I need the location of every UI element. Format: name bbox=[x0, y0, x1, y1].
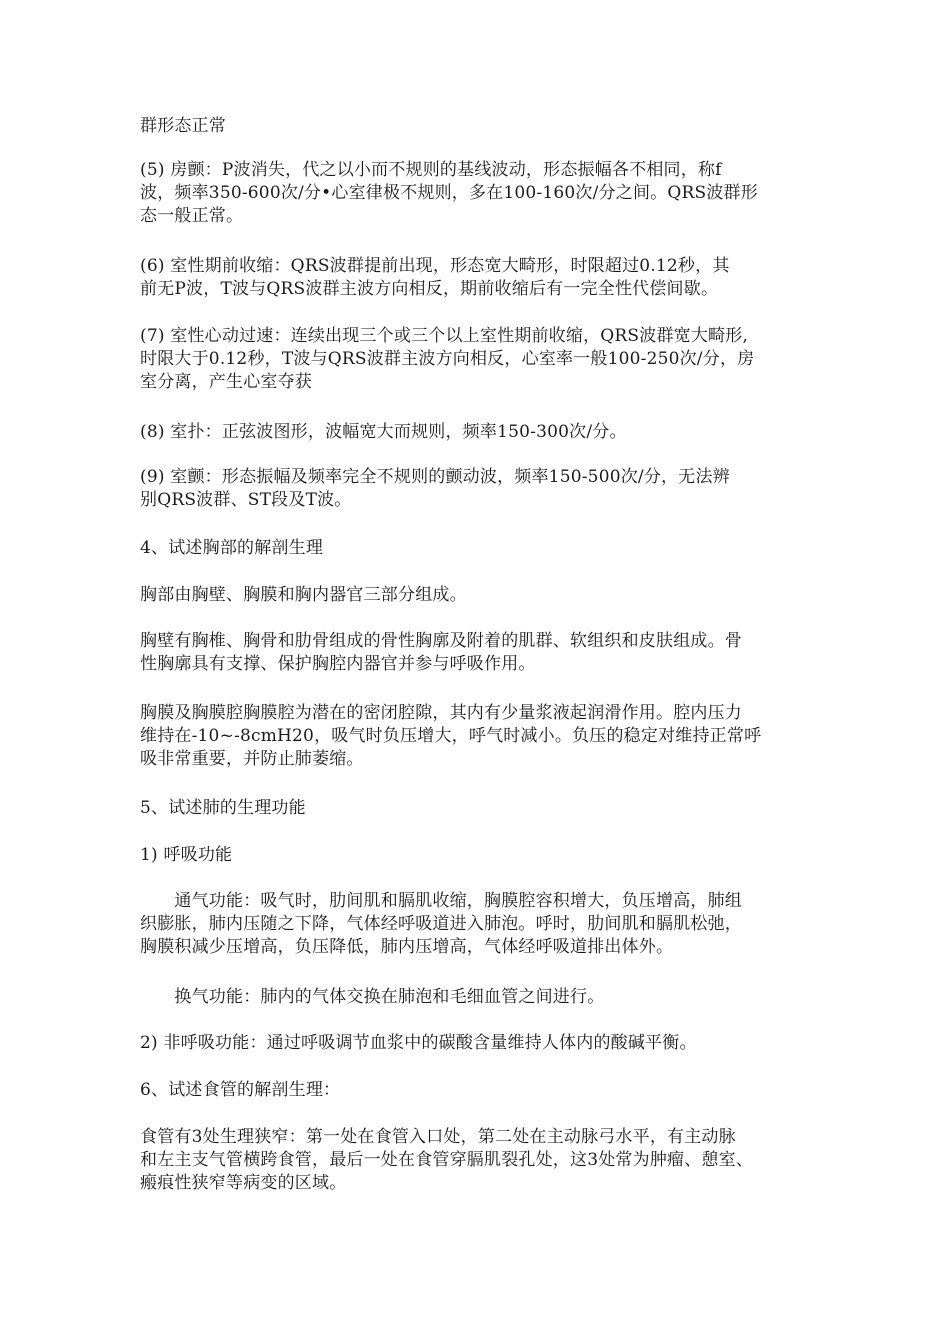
paragraph-chest-wall: 胸壁有胸椎、胸骨和肋骨组成的骨性胸廓及附着的肌群、软组织和皮肤组成。骨 性胸廓具有支撑、保护胸腔内器官并参与呼吸作用。 bbox=[140, 631, 742, 674]
paragraph-esophagus: 食管有3处生理狭窄：第一处在食管入口处，第二处在主动脉弓水平，有主动脉 和左主支气管横跨食管，最后一处在食管穿膈肌裂孔处，这3处常为肿瘤、憩室、 瘢痕性狭窄等病变的区域。 bbox=[140, 1127, 754, 1193]
paragraph-non-respiratory: 2) 非呼吸功能：通过呼吸调节血浆中的碳酸含量维持人体内的酸碱平衡。 bbox=[140, 1033, 697, 1053]
heading-esophagus: 6、试述食管的解剖生理： bbox=[140, 1080, 341, 1100]
paragraph-atrial-fibrillation: (5) 房颤：P波消失，代之以小而不规则的基线波动，形态振幅各不相同，称f 波，频率350-600次/分•心室律极不规则，多在100-160次/分之间。QRS波群形 态一般正常。 bbox=[140, 160, 758, 226]
paragraph-pleura: 胸膜及胸膜腔胸膜腔为潜在的密闭腔隙，其内有少量浆液起润滑作用。腔内压力 维持在-10~-8cmH20，吸气时负压增大，呼气时减小。负压的稳定对维持正常呼 吸非常重要，并防止肺萎缩。 bbox=[140, 703, 762, 769]
paragraph-ventilation: 通气功能：吸气时，肋间肌和膈肌收缩，胸膜腔容积增大，负压增高，肺组 织膨胀，肺内压随之下降，气体经呼吸道进入肺泡。呼时，肋间肌和膈肌松弛， 胸膜积减少压增高，负压降低，肺内压增高，气体经呼吸道排出体外。 bbox=[140, 891, 742, 957]
paragraph-vf: (9) 室颤：形态振幅及频率完全不规则的颤动波，频率150-500次/分，无法辨 别QRS波群、ST段及T波。 bbox=[140, 467, 730, 510]
paragraph-continuation: 群形态正常 bbox=[140, 116, 226, 136]
paragraph-pvc: (6) 室性期前收缩：QRS波群提前出现，形态宽大畸形，时限超过0.12秒，其 前无P波，T波与QRS波群主波方向相反，期前收缩后有一完全性代偿间歇。 bbox=[140, 256, 730, 299]
heading-chest-anatomy: 4、试述胸部的解剖生理 bbox=[140, 538, 324, 558]
paragraph-gas-exchange: 换气功能：肺内的气体交换在肺泡和毛细血管之间进行。 bbox=[140, 987, 605, 1007]
heading-lung-function: 5、试述肺的生理功能 bbox=[140, 798, 306, 818]
paragraph-chest-composition: 胸部由胸壁、胸膜和胸内器官三部分组成。 bbox=[140, 585, 467, 605]
paragraph-flutter: (8) 室扑：正弦波图形，波幅宽大而规则，频率150-300次/分。 bbox=[140, 422, 627, 442]
heading-respiratory-function: 1) 呼吸功能 bbox=[140, 845, 233, 865]
paragraph-vt: (7) 室性心动过速：连续出现三个或三个以上室性期前收缩，QRS波群宽大畸形, 时限大于0.12秒，T波与QRS波群主波方向相反，心室率一般100-250次/分，房 室分离，产生心室夺获 bbox=[140, 326, 755, 392]
